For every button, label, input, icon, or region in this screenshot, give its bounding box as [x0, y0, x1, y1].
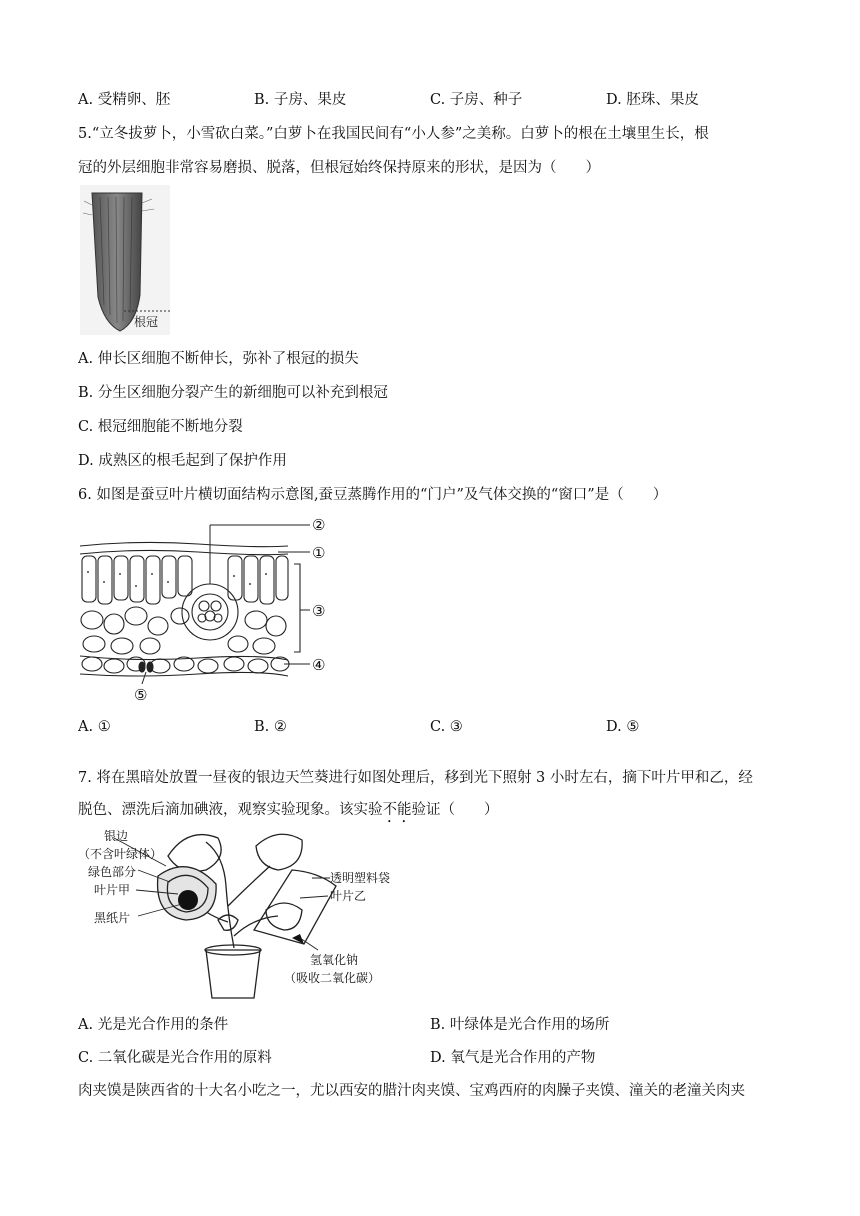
q4-option-b: B. 子房、果皮 — [254, 92, 347, 108]
q7-stem-emphasis: 不能 — [382, 802, 412, 818]
q4-option-d: D. 胚珠、果皮 — [606, 92, 699, 108]
q7-stem-line2 — [78, 798, 499, 826]
black-paper-label: 黑纸片 — [94, 911, 131, 925]
q7-stem-part-a: 脱色、漂洗后滴加碘液，观察实验现象。该实验 — [78, 802, 383, 818]
root-cap-label: 根冠 — [134, 315, 159, 329]
q7-option-b: B. 叶绿体是光合作用的场所 — [430, 1017, 610, 1033]
q5-stem-line1: 5.“立冬拔萝卜，小雪砍白菜。”白萝卜在我国民间有“小人参”之美称。白萝卜的根在土壤里生长，根 — [78, 126, 709, 142]
label-1: ① — [312, 544, 326, 562]
q7-stem-part-b: 验证（ ） — [411, 802, 499, 818]
no-chlorophyll-label: （不含叶绿体） — [78, 847, 163, 861]
leaf-cross-section-figure — [78, 512, 338, 707]
label-5: ⑤ — [134, 686, 148, 704]
black-paper-patch — [178, 890, 198, 910]
root-tip-figure — [80, 185, 170, 335]
q6-option-a: A. ① — [78, 719, 111, 735]
plastic-bag-label: 透明塑料袋 — [330, 871, 391, 885]
q7-stem-line1: 7. 将在黑暗处放置一昼夜的银边天竺葵进行如图处理后，移到光下照射 3 小时左右，摘下叶片甲和乙，经 — [78, 770, 753, 786]
q6-option-c: C. ③ — [430, 719, 463, 735]
q7-option-c: C. 二氧化碳是光合作用的原料 — [78, 1050, 272, 1066]
q6-option-d: D. ⑤ — [606, 719, 640, 735]
q7-option-d: D. 氧气是光合作用的产物 — [430, 1050, 596, 1066]
q7-option-a: A. 光是光合作用的条件 — [78, 1017, 229, 1033]
q6-stem: 6. 如图是蚕豆叶片横切面结构示意图,蚕豆蒸腾作用的“门户”及气体交换的“窗口”是（ ） — [78, 487, 668, 503]
q4-option-a: A. 受精卵、胚 — [78, 92, 171, 108]
q5-stem-line2: 冠的外层细胞非常容易磨损、脱落，但根冠始终保持原来的形状，是因为（ ） — [78, 160, 600, 176]
passage-text: 肉夹馍是陕西省的十大名小吃之一，尤以西安的腊汁肉夹馍、宝鸡西府的肉臊子夹馍、潼关的老潼关肉夹 — [78, 1083, 745, 1099]
q4-option-c: C. 子房、种子 — [430, 92, 523, 108]
leaf-b-label: 叶片乙 — [330, 889, 367, 903]
silver-edge-label: 银边 — [104, 829, 129, 843]
green-part-label: 绿色部分 — [88, 865, 137, 879]
q5-option-a: A. 伸长区细胞不断伸长，弥补了根冠的损失 — [78, 351, 359, 367]
naoh-label: 氢氧化钠 — [310, 953, 359, 967]
leaf-a-label: 叶片甲 — [94, 883, 131, 897]
label-4: ④ — [312, 656, 326, 674]
q5-option-d: D. 成熟区的根毛起到了保护作用 — [78, 453, 287, 469]
q6-option-b: B. ② — [254, 719, 287, 735]
geranium-experiment-figure — [78, 826, 408, 1004]
absorb-co2-label: （吸收二氧化碳） — [284, 971, 381, 985]
q5-option-c: C. 根冠细胞能不断地分裂 — [78, 419, 243, 435]
label-3: ③ — [312, 602, 326, 620]
label-2: ② — [312, 516, 326, 534]
q5-option-b: B. 分生区细胞分裂产生的新细胞可以补充到根冠 — [78, 385, 388, 401]
